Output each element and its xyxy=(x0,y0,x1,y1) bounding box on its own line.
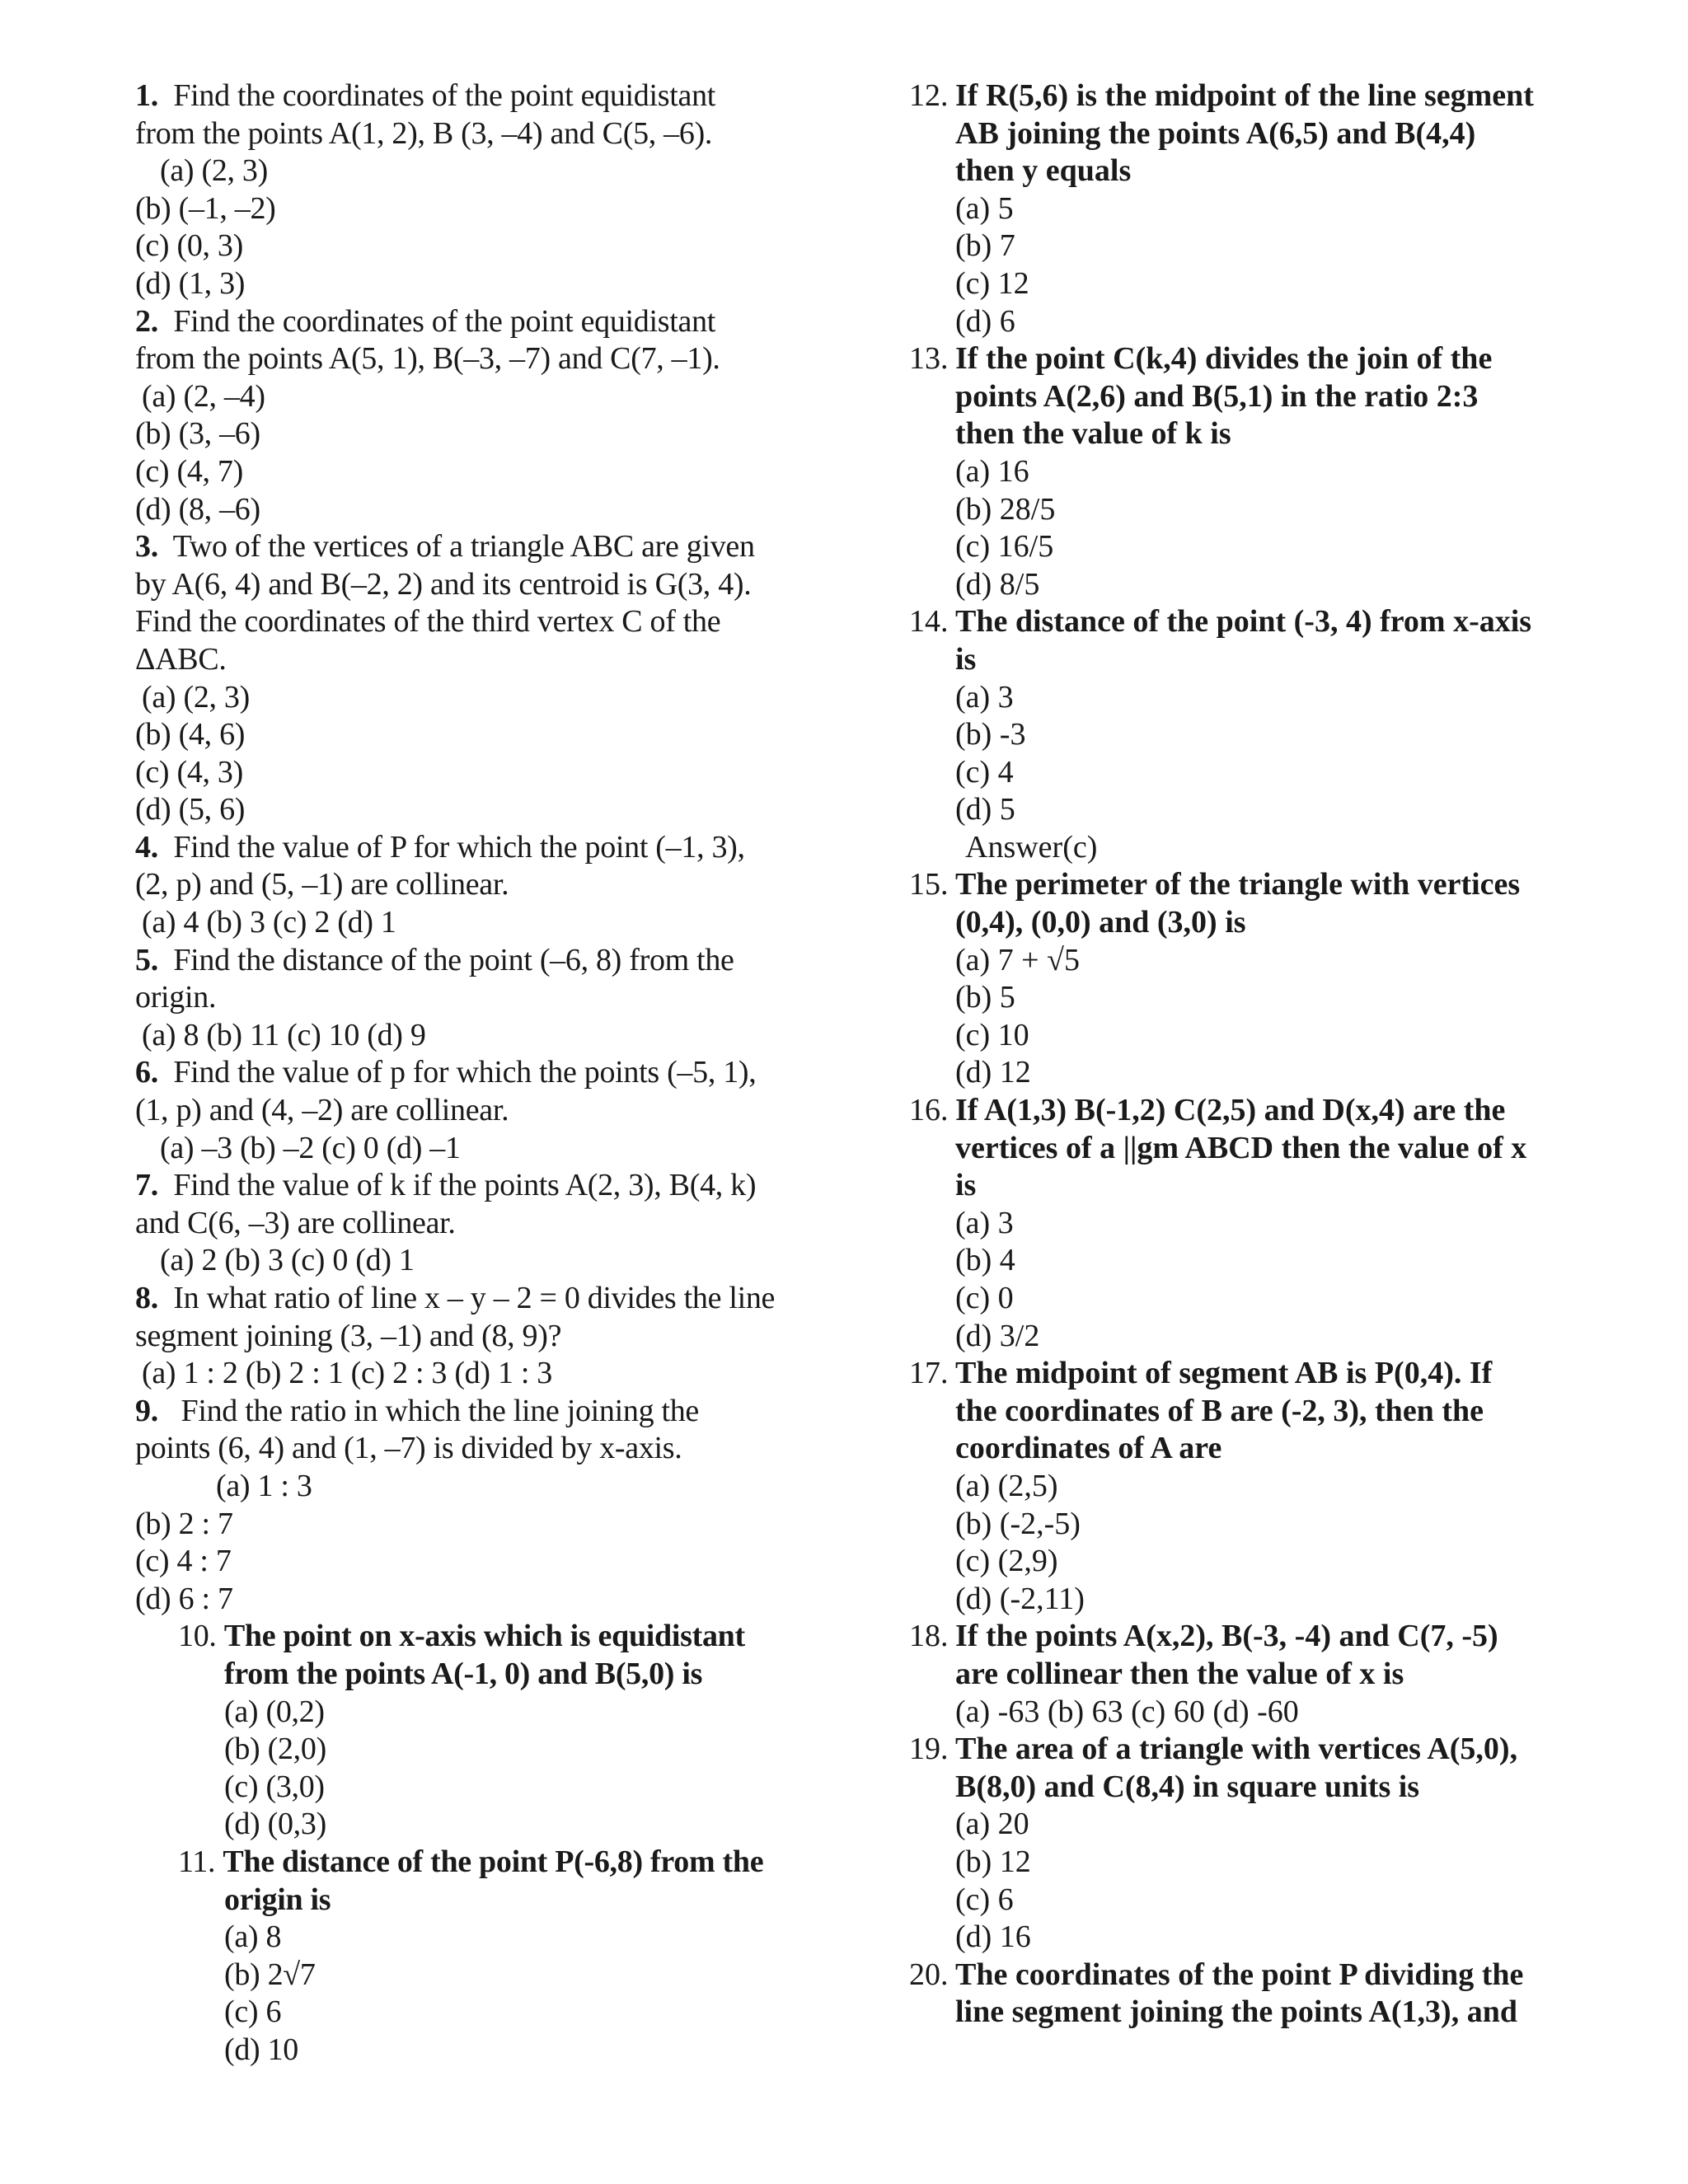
option: (b) (2,0) xyxy=(224,1732,326,1767)
option: (d) (-2,11) xyxy=(955,1581,1085,1616)
question-text: Find the coordinates of the third vertex C of the xyxy=(135,604,721,640)
question-text: Find the value of p for which the points (–5, 1), xyxy=(173,1055,757,1090)
question-text: the coordinates of B are (-2, 3), then the xyxy=(955,1393,1484,1428)
question-text: The coordinates of the point P dividing the xyxy=(955,1957,1524,1992)
option: (a) 8 (b) 11 (c) 10 (d) 9 xyxy=(142,1017,426,1052)
option: (b) 5 xyxy=(955,980,1015,1015)
question-text: If the point C(k,4) divides the join of the xyxy=(955,341,1493,377)
option: (b) (–1, –2) xyxy=(135,190,276,226)
option: (c) 6 xyxy=(955,1882,1014,1917)
question-text: Find the ratio in which the line joining the xyxy=(181,1393,699,1428)
question-18 xyxy=(909,1618,1568,1731)
question-number: 12. xyxy=(909,78,949,113)
option: (a) 3 xyxy=(955,1205,1014,1240)
question-number: 6. xyxy=(135,1055,158,1090)
option: (b) -3 xyxy=(955,717,1026,752)
question-text: If R(5,6) is the midpoint of the line segment xyxy=(955,78,1534,113)
option: (a) (2, 3) xyxy=(142,679,250,715)
option: (a) 4 (b) 3 (c) 2 (d) 1 xyxy=(142,905,396,940)
right-column xyxy=(909,77,1568,2032)
question-number: 19. xyxy=(909,1732,949,1767)
question-text: In what ratio of line x – y – 2 = 0 divides the line xyxy=(173,1281,776,1315)
question-text: The perimeter of the triangle with vertices xyxy=(955,867,1521,902)
question-number: 3. xyxy=(135,529,158,565)
question-text: (0,4), (0,0) and (3,0) is xyxy=(955,905,1246,940)
question-number: 4. xyxy=(135,829,158,865)
question-text: line segment joining the points A(1,3), and xyxy=(955,1994,1517,2030)
question-text: is xyxy=(955,641,977,677)
option: (c) 16/5 xyxy=(955,529,1054,565)
option: (b) 2√7 xyxy=(224,1957,316,1992)
question-7 xyxy=(135,1167,844,1280)
question-10 xyxy=(135,1618,844,1844)
question-text: origin is xyxy=(224,1882,331,1917)
option: (a) -63 (b) 63 (c) 60 (d) -60 xyxy=(955,1694,1299,1729)
question-text: ΔABC. xyxy=(135,641,227,677)
question-text: and C(6, –3) are collinear. xyxy=(135,1205,456,1240)
answer-text: Answer(c) xyxy=(965,829,1098,865)
question-text: Find the value of k if the points A(2, 3), B(4, k) xyxy=(173,1168,757,1203)
question-text: The midpoint of segment AB is P(0,4). If xyxy=(955,1356,1493,1391)
option: (c) 0 xyxy=(955,1281,1014,1315)
question-text: (1, p) and (4, –2) are collinear. xyxy=(135,1093,509,1128)
question-text: are collinear then the value of x is xyxy=(955,1656,1404,1691)
question-4 xyxy=(135,829,844,942)
question-text: points A(2,6) and B(5,1) in the ratio 2:3 xyxy=(955,378,1479,414)
option: (c) 10 xyxy=(955,1017,1029,1052)
question-16 xyxy=(909,1092,1568,1355)
question-12 xyxy=(909,77,1568,340)
question-text: The area of a triangle with vertices A(5,0), xyxy=(955,1732,1518,1767)
question-text: from the points A(5, 1), B(–3, –7) and C(7, –1). xyxy=(135,341,720,377)
option: (d) (5, 6) xyxy=(135,792,246,827)
question-14 xyxy=(909,603,1568,866)
question-text: AB joining the points A(6,5) and B(4,4) xyxy=(955,115,1476,151)
question-text: Find the distance of the point (–6, 8) from the xyxy=(173,942,734,977)
question-text: from the points A(1, 2), B (3, –4) and C(5, –6). xyxy=(135,115,713,151)
option: (a) (2, 3) xyxy=(160,153,268,189)
option: (c) 6 xyxy=(224,1994,282,2030)
question-text: points (6, 4) and (1, –7) is divided by x-axis. xyxy=(135,1431,682,1466)
question-11 xyxy=(135,1844,844,2069)
option: (a) 16 xyxy=(955,453,1029,489)
question-text: then y equals xyxy=(955,153,1132,189)
option: (c) (2,9) xyxy=(955,1544,1058,1579)
option: (c) 4 xyxy=(955,754,1014,790)
question-number: 15. xyxy=(909,867,949,902)
question-text: Two of the vertices of a triangle ABC are given xyxy=(172,529,755,565)
option: (c) (0, 3) xyxy=(135,228,243,264)
option: (b) (-2,-5) xyxy=(955,1506,1081,1541)
question-number: 2. xyxy=(135,303,158,339)
question-number: 8. xyxy=(135,1281,158,1315)
option: (d) (1, 3) xyxy=(135,265,246,301)
question-text: The distance of the point P(-6,8) from the xyxy=(223,1844,764,1879)
question-1 xyxy=(135,77,844,303)
question-number: 13. xyxy=(909,341,949,377)
option: (a) –3 (b) –2 (c) 0 (d) –1 xyxy=(160,1130,461,1165)
option: (d) (8, –6) xyxy=(135,491,260,527)
option: (b) 2 : 7 xyxy=(135,1506,233,1541)
option: (a) 1 : 2 (b) 2 : 1 (c) 2 : 3 (d) 1 : 3 xyxy=(142,1356,552,1391)
left-column xyxy=(135,77,844,2069)
option: (a) 1 : 3 xyxy=(216,1468,312,1503)
question-text: The distance of the point (-3, 4) from x-axis xyxy=(955,604,1532,640)
option: (d) (0,3) xyxy=(224,1807,326,1842)
question-20 xyxy=(909,1957,1568,2032)
question-number: 7. xyxy=(135,1168,158,1203)
question-text: origin. xyxy=(135,980,217,1015)
question-number: 14. xyxy=(909,604,949,640)
option: (a) (0,2) xyxy=(224,1694,325,1729)
question-number: 18. xyxy=(909,1619,949,1654)
question-number: 1. xyxy=(135,78,158,113)
option: (a) 7 + √5 xyxy=(955,942,1080,977)
option: (c) 12 xyxy=(955,265,1029,301)
option: (a) 2 (b) 3 (c) 0 (d) 1 xyxy=(160,1243,415,1278)
question-15 xyxy=(909,866,1568,1092)
option: (b) 12 xyxy=(955,1844,1031,1879)
question-text: vertices of a ||gm ABCD then the value of x xyxy=(955,1130,1527,1165)
question-number: 9. xyxy=(135,1393,158,1428)
option: (c) (3,0) xyxy=(224,1769,325,1804)
question-number: 11. xyxy=(178,1844,216,1879)
option: (d) 10 xyxy=(224,2032,299,2067)
question-text: If the points A(x,2), B(-3, -4) and C(7, -5) xyxy=(955,1619,1498,1654)
question-3 xyxy=(135,528,844,829)
option: (d) 12 xyxy=(955,1055,1031,1090)
option: (c) 4 : 7 xyxy=(135,1544,232,1579)
question-number: 17. xyxy=(909,1356,949,1391)
question-text: If A(1,3) B(-1,2) C(2,5) and D(x,4) are the xyxy=(955,1093,1506,1128)
question-6 xyxy=(135,1054,844,1167)
question-text: Find the coordinates of the point equidistant xyxy=(173,78,716,113)
question-text: then the value of k is xyxy=(955,416,1231,452)
option: (d) 3/2 xyxy=(955,1318,1040,1353)
option: (b) 28/5 xyxy=(955,491,1056,527)
option: (d) 6 : 7 xyxy=(135,1581,233,1616)
option: (b) (3, –6) xyxy=(135,416,260,452)
question-text: is xyxy=(955,1168,977,1203)
question-text: B(8,0) and C(8,4) in square units is xyxy=(955,1769,1420,1804)
option: (a) 8 xyxy=(224,1919,282,1955)
option: (b) 7 xyxy=(955,228,1015,264)
option: (d) 8/5 xyxy=(955,566,1040,602)
option: (a) 20 xyxy=(955,1807,1029,1842)
question-17 xyxy=(909,1355,1568,1618)
option: (a) (2,5) xyxy=(955,1468,1058,1503)
question-text: The point on x-axis which is equidistant xyxy=(223,1619,745,1654)
question-text: Find the coordinates of the point equidistant xyxy=(173,303,716,339)
question-text: (2, p) and (5, –1) are collinear. xyxy=(135,867,509,902)
option: (d) 5 xyxy=(955,792,1015,827)
question-number: 10. xyxy=(178,1619,217,1654)
option: (c) (4, 3) xyxy=(135,754,243,790)
question-9 xyxy=(135,1393,844,1619)
option: (a) 3 xyxy=(955,679,1014,715)
question-13 xyxy=(909,340,1568,603)
question-8 xyxy=(135,1280,844,1393)
question-2 xyxy=(135,303,844,529)
question-text: from the points A(-1, 0) and B(5,0) is xyxy=(224,1656,703,1691)
question-number: 20. xyxy=(909,1957,949,1992)
question-text: by A(6, 4) and B(–2, 2) and its centroid is G(3, 4). xyxy=(135,566,752,602)
question-number: 5. xyxy=(135,942,158,977)
question-text: coordinates of A are xyxy=(955,1431,1222,1466)
question-19 xyxy=(909,1731,1568,1957)
question-text: Find the value of P for which the point (–1, 3), xyxy=(173,829,745,865)
question-text: segment joining (3, –1) and (8, 9)? xyxy=(135,1318,562,1353)
question-number: 16. xyxy=(909,1093,949,1128)
option: (b) (4, 6) xyxy=(135,717,246,752)
option: (d) 16 xyxy=(955,1919,1031,1955)
option: (a) (2, –4) xyxy=(142,378,265,414)
option: (c) (4, 7) xyxy=(135,453,243,489)
option: (a) 5 xyxy=(955,190,1014,226)
option: (d) 6 xyxy=(955,303,1015,339)
option: (b) 4 xyxy=(955,1243,1015,1278)
question-5 xyxy=(135,942,844,1055)
